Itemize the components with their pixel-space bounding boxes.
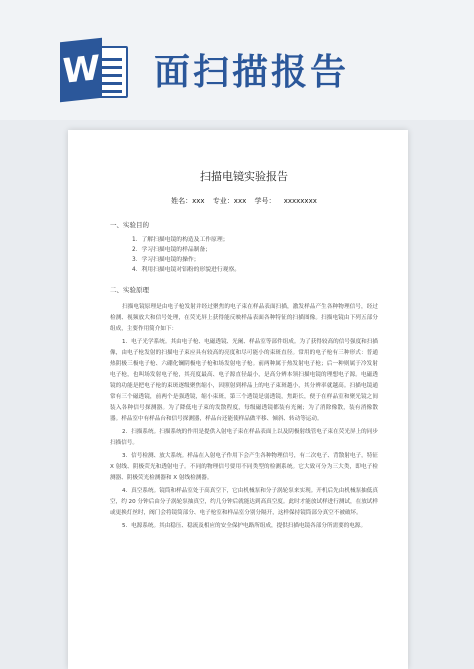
word-logo-badge: W — [60, 38, 102, 102]
list-item: 3．学习扫描电镜的操作； — [132, 257, 200, 263]
paragraph: 1．电子光学系统。其由电子枪、电磁透镜、光阑、样品室等部件组成。为了获得较高的信号强度和扫描像，由电子枪发射的扫描电子束应具有较高的亮度和尽可能小的束斑直径。常用的电子枪有三种形式：普通热阴极三极电子枪、六硼化镧阴极电子枪和场发射电子枪。前两种属于热发射电子枪；后一种则属于冷发射电子枪，也叫场发射电子枪，其亮度最高、电子源直径最小，是高分辨本领扫描电镜的理想电子源。电磁透镜的功能是把电子枪的束斑逐级聚焦缩小，因照射到样品上的电子束斑越小，其分辨率就越高。扫描电镜通常有三个磁透镜，前两个是强透镜，缩小束斑，第三个透镜是弱透镜，焦距长，便于在样品室和聚光镜之间装入各种信号探测器。为了降低电子束的发散程度，每级磁透镜都装有光阑；为了消除像散，装有消像散器。样品室中有样品台和信号探测器，样品台还能使样品做平移、倾斜、转动等运动。 — [110, 339, 378, 422]
word-document-icon — [60, 40, 130, 100]
student-id-label: 学号： — [254, 197, 276, 205]
banner-title: 面扫描报告 — [154, 52, 350, 93]
list-item: 2．学习扫描电镜的样品制备； — [132, 247, 212, 253]
major-field: 专业：xxx — [212, 197, 247, 205]
list-item: 1．了解扫描电镜的构造及工作原理； — [132, 237, 229, 243]
paragraph: 5．电源系统。其由稳压、稳流及相应的安全保护电路所组成，提供扫描电镜各部分所需要的电源。 — [122, 523, 367, 529]
header-banner — [0, 0, 474, 120]
section-heading-objectives: 一、实验目的 — [110, 221, 149, 229]
document-page — [68, 130, 408, 669]
paragraph: 4．真空系统。镜筒和样品室处于高真空下，它由机械泵和分子涡轮泵来实现。开机后先由机械泵抽低真空，约 20 分钟后由分子涡轮泵抽真空，约几分钟后就能达到高真空度。此时才能放试样进行测试，在放试样或更换灯丝时，阀门会将镜筒部分、电子枪室和样品室分别分隔开，这样保持镜筒部分真空不被破坏。 — [110, 488, 378, 516]
name-field: 姓名：xxx — [171, 197, 205, 205]
document-title: 扫描电镜实验报告 — [200, 170, 288, 183]
paragraph: 3．信号检测、放大系统。样品在入射电子作用下会产生各种物理信号，有二次电子、背散射电子，特征 X 射线、阴极荧光和透射电子。不同的物理信号要用不同类型的检测系统。它大致可分为三大类，即电子检测器、阴极荧光检测器和 X 射线检测器。 — [110, 453, 378, 481]
paragraph: 扫描电镜原理是由电子枪发射并经过聚焦的电子束在样品表面扫描，激发样品产生各种物理信号，经过检测、视频放大和信号处理，在荧光屏上获得能反映样品表面各种特征的扫描图像。扫描电镜由下列五部分组成，主要作用简介如下： — [110, 304, 378, 332]
student-id-value: xxxxxxxx — [283, 197, 317, 205]
objectives-list — [110, 235, 378, 275]
paragraph: 2．扫描系统。扫描系统的作用是提供入射电子束在样品表面上以及阴极射线管电子束在荧光屏上的同步扫描信号。 — [110, 429, 378, 446]
section-heading-principle: 二、实验原理 — [110, 286, 149, 294]
student-info — [110, 196, 378, 206]
list-item: 4．利用扫描电镜对铝粉的形貌进行观察。 — [132, 267, 241, 273]
